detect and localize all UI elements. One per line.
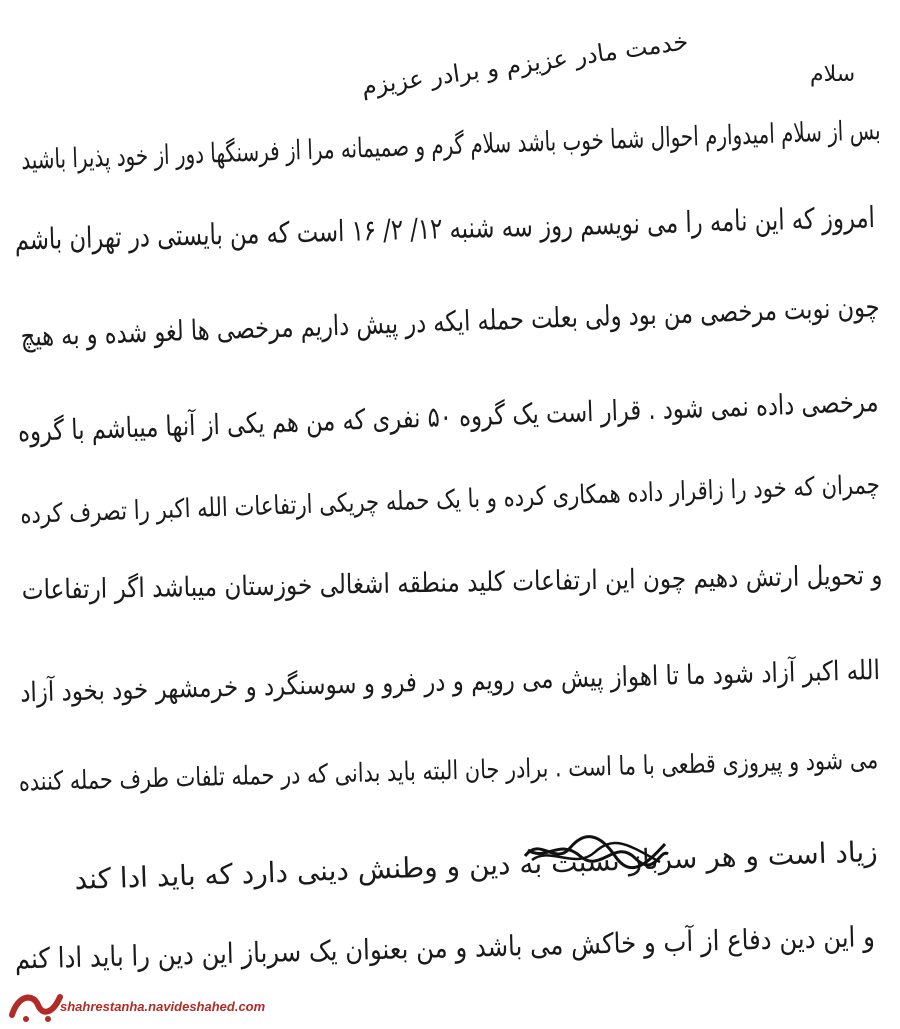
letter-line-3: چون نوبت مرخصی من بود ولی بعلت حمله ایکه در پیش داریم مرخصی ها لغو شده و به هیچ: [20, 290, 881, 353]
letter-line-9: زیاد است و هر سرباز نسبت به دین و وطنش دینی دارد که باید ادا کند: [74, 835, 879, 897]
letter-line-8: می شود و پیروزی قطعی با ما است . برادر جان البته باید بدانی که در حمله تلفات طرف حمله کننده: [18, 745, 879, 798]
letter-line-1: بس از سلام امیدوارم احوال شما خوب باشد سلام گرم و صمیمانه مرا از فرسنگها دور از خود پذیرا باشید: [20, 115, 881, 176]
letter-line-4: مرخصی داده نمی شود . قرار است یک گروه ۵۰ نفری که من هم یکی از آنها میباشم با گروه: [17, 385, 879, 449]
letter-line-2: امروز که این نامه را می نویسم روز سه شنبه ۱۲/ ۲/ ۱۶ است که من بایستی در تهران باشم: [14, 200, 876, 257]
letter-line-10: و این دین دفاع از آب و خاکش می باشد و من بعنوان یک سرباز این دین را باید ادا کنم: [14, 920, 876, 976]
letter-line-5: چمران که خود را زاقرار داده همکاری کرده و با یک حمله چریکی ارتفاعات الله اکبر را تصرف کرده: [20, 470, 881, 531]
letter-heading: خدمت مادر عزیزم و برادر عزیزم: [359, 27, 690, 101]
letter-line-6: و تحویل ارتش دهیم چون این ارتفاعات کلید منطقه اشغالی خوزستان میباشد اگر ارتفاعات: [21, 560, 883, 607]
navideshahed-logo-icon: [8, 985, 68, 1025]
letter-line-7: الله اکبر آزاد شود ما تا اهواز پیش می رویم و در فرو و سوسنگرد و خرمشهر خود بخود آزاد: [19, 655, 881, 709]
watermark-url: shahrestanha.navideshahed.com: [60, 999, 266, 1014]
letter-salutation: سلام: [810, 62, 856, 87]
site-watermark: [8, 985, 283, 1025]
crossed-out-scribble: [520, 826, 670, 874]
